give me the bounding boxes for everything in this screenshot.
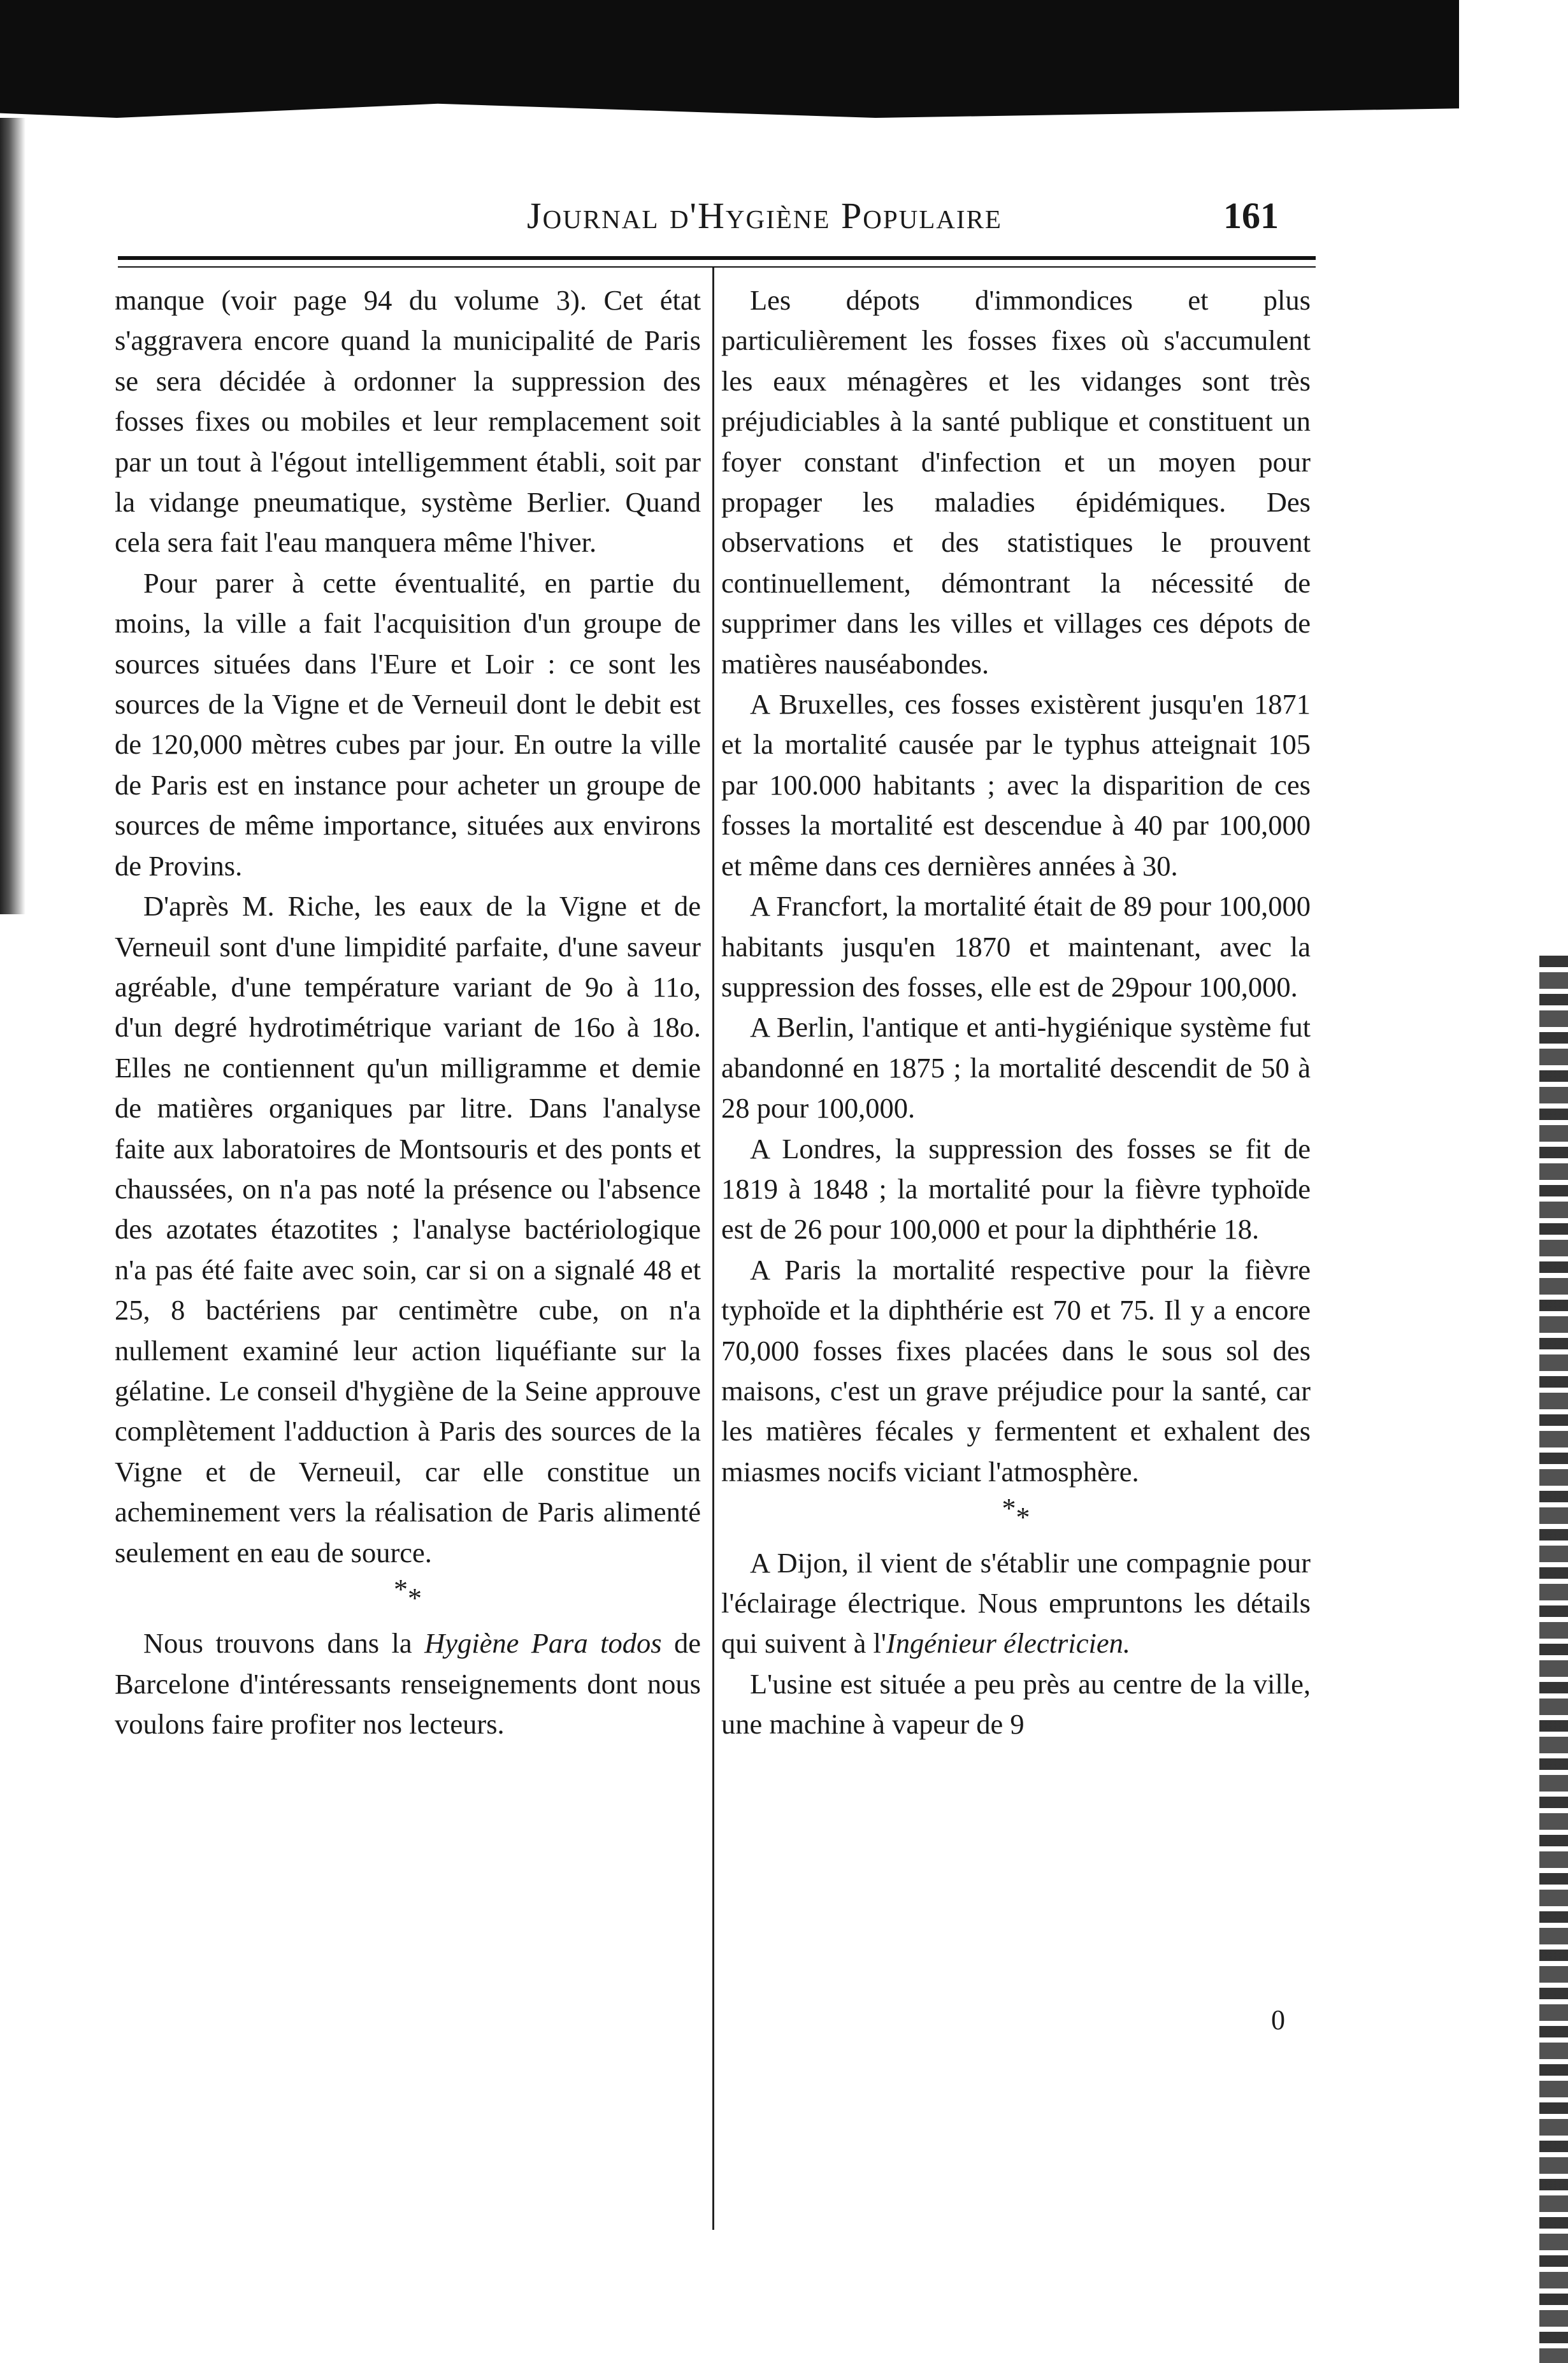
section-separator <box>721 1493 1311 1537</box>
separator-star-left: * <box>1016 1502 1030 1533</box>
left-paragraph-4 <box>115 1623 701 1744</box>
separator-star-top: * <box>394 1574 408 1605</box>
left-paragraph-3: D'après M. Riche, les eaux de la Vigne et de Verneuil sont d'une limpidité parfaite, d'une saveur agréable, d'une température variant de 9o à 11o, d'un degré hydrotimétrique variant de 16o à 18o. Elles ne contiennent qu'un milligramme et demie de matières organiques par litre. Dans l'analyse faite aux laboratoires de Montsouris et des ponts et chaussées, on n'a pas noté la présence ou l'absence des azotates étazotites ; l'analyse bactériologique n'a pas été faite avec soin, car si on a signalé 48 et 25, 8 bactériens par centimètre cube, on n'a nullement examiné leur action liquéfiante sur la gélatine. Le conseil d'hygiène de la Seine approuve complètement l'adduction à Paris des sources de la Vigne et de Verneuil, car elle constitue un acheminement vers la réalisation de Paris alimenté seulement en eau de source. <box>115 890 701 1569</box>
running-head <box>0 194 1568 245</box>
right-paragraph-7 <box>721 1543 1311 1664</box>
separator-star-left: * <box>408 1583 422 1614</box>
right-paragraph-1: Les dépots d'immondices et plus particulièrement les fosses fixes où s'accumulent les eaux ménagères et les vidanges sont très préjudiciables à la santé publique et constituent un foyer constant d'infection et un moyen pour propager les maladies épidémiques. Des observations et des statistiques le prouvent continuellement, démontrant la nécessité de supprimer dans les villes et villages ces dépots de matières nauséabondes. <box>721 284 1311 680</box>
right-paragraph-3: A Francfort, la mortalité était de 89 pour 100,000 habitants jusqu'en 1870 et maintenant, avec la suppression des fosses, elle est de 29pour 100,000. <box>721 890 1311 1003</box>
right-paragraph-7-text: A Dijon, il vient de s'établir une compagnie pour l'éclairage électrique. Nous empruntons les détails qui suivent à l' <box>721 1546 1311 1660</box>
left-paragraph-2: Pour parer à cette éventualité, en partie du moins, la ville a fait l'acquisition d'un groupe de sources situées dans l'Eure et Loir : ce sont les sources de la Vigne et de Verneuil dont le debit est de 120,000 mètres cubes par jour. En outre la ville de Paris est en instance pour acheter un groupe de sources de même importance, situées aux environs de Provins. <box>115 566 701 882</box>
right-paragraph-6: A Paris la mortalité respective pour la fièvre typhoïde et la diphthérie est 70 et 75. Il y a encore 70,000 fosses fixes placées dans le sous sol des maisons, c'est un grave préjudice pour la santé, car les matières fécales y fermentent et exhalent des miasmes nocifs viciant l'atmosphère. <box>721 1253 1311 1488</box>
left-paragraph-1: manque (voir page 94 du volume 3). Cet état s'aggravera encore quand la municipalité de Paris se sera décidée à ordonner la suppression des fosses fixes ou mobiles et leur remplacement soit par un tout à l'égout intelligemment établi, soit par la vidange pneumatique, système Berlier. Quand cela sera fait l'eau manquera même l'hiver. <box>115 284 701 559</box>
left-paragraph-4-tail: de Barcelone d'intéressants renseignements dont nous voulons faire profiter nos lecteurs. <box>115 1627 701 1741</box>
header-rule <box>118 256 1316 268</box>
left-column <box>115 280 701 1745</box>
page-number: 161 <box>1223 195 1279 236</box>
journal-citation: Ingénieur électricien. <box>886 1627 1130 1660</box>
right-column <box>721 280 1311 1745</box>
right-paragraph-4: A Berlin, l'antique et anti-hygiénique système fut abandonné en 1875 ; la mortalité descendit de 50 à 28 pour 100,000. <box>721 1011 1311 1124</box>
right-paragraph-8: L'usine est située a peu près au centre de la ville, une machine à vapeur de 9 <box>721 1667 1311 1741</box>
left-paragraph-4-text: Nous trouvons dans la <box>143 1627 425 1660</box>
column-divider <box>712 268 714 2230</box>
cut-off-character: 0 <box>1271 2004 1285 2036</box>
separator-star-top: * <box>1002 1493 1016 1525</box>
scan-border-top <box>0 0 1459 118</box>
scan-border-right <box>1539 956 1568 2363</box>
journal-title: Journal d'Hygiène Populaire <box>527 195 1002 236</box>
right-paragraph-5: A Londres, la suppression des fosses se fit de 1819 à 1848 ; la mortalité pour la fièvre typhoïde est de 26 pour 100,000 et pour la diphthérie 18. <box>721 1132 1311 1246</box>
right-paragraph-2: A Bruxelles, ces fosses existèrent jusqu'en 1871 et la mortalité causée par le typhus atteignait 105 par 100.000 habitants ; avec la disparition de ces fosses la mortalité est descendue à 40 par 100,000 et même dans ces dernières années à 30. <box>721 688 1311 882</box>
journal-citation: Hygiène Para todos <box>424 1627 662 1660</box>
section-separator <box>115 1574 701 1618</box>
